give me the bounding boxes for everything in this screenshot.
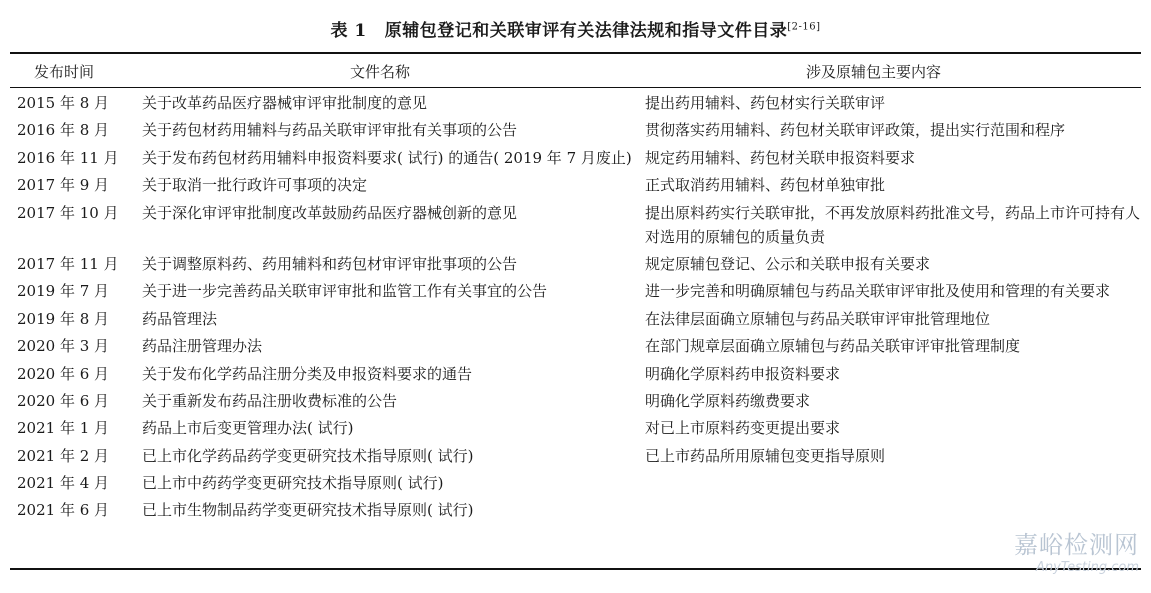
table-number: 表 1 [330, 21, 367, 41]
cell-date: 2021 年 4 月 [17, 474, 110, 493]
cell-content: 规定药用辅料、药包材关联申报资料要求 [645, 148, 916, 167]
table-row [10, 91, 1141, 115]
table-row [10, 307, 1141, 331]
cell-date: 2020 年 6 月 [17, 364, 110, 383]
cell-content: 已上市药品所用原辅包变更指导原则 [645, 446, 886, 465]
table-row [10, 118, 1141, 142]
cell-content: 在部门规章层面确立原辅包与药品关联审评审批管理制度 [645, 337, 1021, 356]
watermark-en: AnyTesting.com [1035, 560, 1139, 575]
table-row [10, 201, 1141, 249]
cell-name: 关于改革药品医疗器械审评审批制度的意见 [142, 94, 428, 112]
cell-date: 2019 年 7 月 [17, 282, 110, 301]
cell-name: 已上市化学药品药学变更研究技术指导原则( 试行) [142, 446, 474, 465]
cell-name: 关于发布药包材药用辅料申报资料要求( 试行) 的通告( 2019 年 7 月废止) [142, 148, 632, 167]
table-row [10, 173, 1141, 197]
header-date: 发布时间 [34, 63, 95, 81]
cell-date: 2017 年 11 月 [17, 254, 119, 273]
table-row [10, 389, 1141, 413]
cell-name: 已上市生物制品药学变更研究技术指导原则( 试行) [142, 501, 474, 520]
cell-name: 关于重新发布药品注册收费标准的公告 [142, 391, 398, 410]
cell-date: 2019 年 8 月 [17, 309, 110, 328]
cell-date: 2020 年 6 月 [17, 391, 110, 410]
header-content: 涉及原辅包主要内容 [806, 63, 942, 81]
cell-name: 关于深化审评审批制度改革鼓励药品医疗器械创新的意见 [142, 203, 518, 222]
cell-name: 药品上市后变更管理办法( 试行) [142, 419, 354, 438]
cell-content: 在法律层面确立原辅包与药品关联审评审批管理地位 [645, 309, 991, 328]
cell-name: 药品注册管理办法 [142, 337, 263, 356]
cell-date: 2021 年 2 月 [17, 446, 110, 465]
table-row [10, 416, 1141, 440]
cell-name: 药品管理法 [142, 309, 218, 328]
table-row [10, 471, 1141, 495]
cell-date: 2016 年 8 月 [17, 121, 110, 140]
table-header-rule [10, 87, 1141, 88]
cell-name: 已上市中药药学变更研究技术指导原则( 试行) [142, 474, 444, 493]
table-row [10, 498, 1141, 522]
cell-content: 进一步完善和明确原辅包与药品关联审评审批及使用和管理的有关要求 [645, 282, 1111, 301]
cell-name: 关于发布化学药品注册分类及申报资料要求的通告 [142, 364, 473, 383]
cell-name: 关于取消一批行政许可事项的决定 [142, 176, 368, 195]
cell-content: 对已上市原料药变更提出要求 [645, 419, 841, 438]
cell-date: 2021 年 1 月 [17, 419, 110, 438]
table-row [10, 362, 1141, 386]
header-name: 文件名称 [350, 63, 411, 81]
cell-name: 关于药包材药用辅料与药品关联审评审批有关事项的公告 [142, 121, 518, 140]
table-top-rule [10, 52, 1141, 54]
cell-date: 2021 年 6 月 [17, 501, 110, 520]
cell-date: 2017 年 10 月 [17, 203, 119, 222]
cell-content: 规定原辅包登记、公示和关联申报有关要求 [645, 254, 931, 273]
table-row [10, 334, 1141, 358]
cell-name: 关于进一步完善药品关联审评审批和监管工作有关事宜的公告 [142, 282, 548, 301]
cell-date: 2015 年 8 月 [17, 94, 110, 112]
table-row [10, 146, 1141, 170]
watermark [1014, 525, 1139, 575]
cell-content: 提出原料药实行关联审批，不再发放原料药批准文号，药品上市许可持有人对选用的原辅包的质量负责 [645, 203, 1141, 246]
cell-date: 2020 年 3 月 [17, 337, 110, 356]
cell-content: 贯彻落实药用辅料、药包材关联审评政策，提出实行范围和程序 [645, 121, 1066, 140]
cell-content: 明确化学原料药申报资料要求 [645, 364, 841, 383]
watermark-cn: 嘉峪检测网 [1014, 531, 1139, 559]
table-title-text: 原辅包登记和关联审评有关法律法规和指导文件目录 [384, 21, 788, 41]
table-title-reference: [2-16] [787, 21, 821, 33]
cell-content [643, 498, 1141, 522]
cell-date: 2017 年 9 月 [17, 176, 110, 195]
cell-content: 明确化学原料药缴费要求 [645, 391, 811, 410]
cell-content [643, 471, 1141, 495]
cell-name: 关于调整原料药、药用辅料和药包材审评审批事项的公告 [142, 254, 518, 273]
cell-date: 2016 年 11 月 [17, 148, 119, 167]
table-row [10, 252, 1141, 276]
cell-content: 提出药用辅料、药包材实行关联审评 [645, 94, 886, 112]
table-bottom-rule [10, 568, 1141, 570]
cell-content: 正式取消药用辅料、药包材单独审批 [645, 176, 886, 195]
table-row [10, 444, 1141, 468]
table-row [10, 279, 1141, 303]
table-body [10, 91, 1141, 522]
table-title [0, 16, 1151, 41]
